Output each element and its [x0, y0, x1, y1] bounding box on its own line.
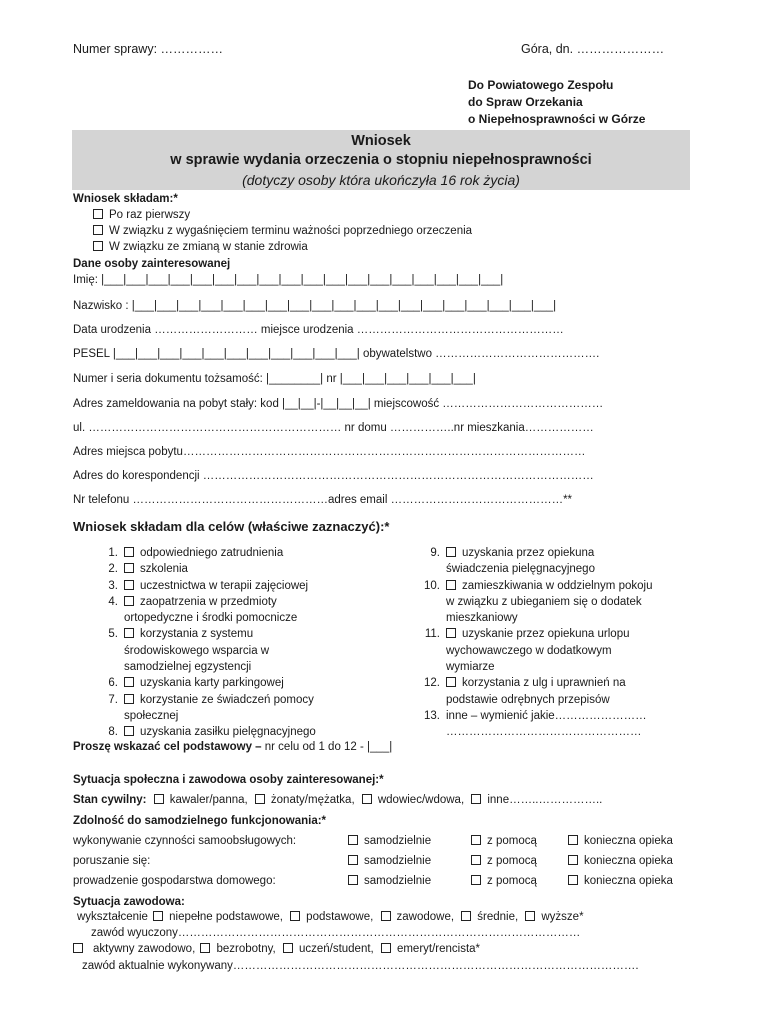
- purpose-item-continuation: [420, 724, 710, 740]
- purpose-text: wymiarze: [446, 661, 495, 674]
- checkbox[interactable]: [124, 694, 134, 704]
- checkbox[interactable]: [525, 911, 535, 921]
- checkbox[interactable]: [93, 241, 103, 251]
- checkbox[interactable]: [446, 580, 456, 590]
- purpose-number: 9.: [430, 547, 440, 559]
- independence-option[interactable]: samodzielnie: [348, 855, 431, 867]
- checkbox[interactable]: [124, 563, 134, 573]
- purpose-item-continuation: [420, 610, 710, 626]
- purpose-number: 10.: [424, 579, 440, 592]
- purpose-text: ……………………………………………: [446, 726, 642, 739]
- purpose-text: korzystania z systemu: [140, 628, 254, 641]
- purpose-item[interactable]: [98, 675, 408, 691]
- checkbox[interactable]: [124, 547, 134, 557]
- purpose-text: szkolenia: [140, 563, 188, 576]
- purposes-heading: Wniosek składam dla celów (właściwe zaznaczyć):*: [73, 519, 390, 534]
- recipient-line-2: do Spraw Orzekania: [468, 95, 583, 109]
- place-date: Góra, dn. …………………: [521, 42, 665, 56]
- checkbox[interactable]: [153, 911, 163, 921]
- checkbox[interactable]: [154, 794, 164, 804]
- independence-row-label: prowadzenie gospodarstwa domowego:: [73, 875, 276, 887]
- independence-option[interactable]: z pomocą: [471, 855, 537, 867]
- person-section-label: Dane osoby zainteresowanej: [73, 258, 231, 270]
- purposes-left-list: [98, 545, 408, 741]
- checkbox[interactable]: [568, 875, 578, 885]
- checkbox[interactable]: [381, 911, 391, 921]
- purpose-number: 11.: [424, 628, 440, 641]
- purpose-text: uczestnictwa w terapii zajęciowej: [140, 579, 309, 592]
- purpose-item[interactable]: [420, 578, 710, 594]
- correspondence-field[interactable]: Adres do korespondencji …………………………………………………………………………………………: [73, 470, 594, 482]
- checkbox[interactable]: [255, 794, 265, 804]
- purpose-text: mieszkaniowy: [446, 612, 518, 625]
- employment-row: aktywny zawodowo, bezrobotny, uczeń/student, emeryt/rencista*: [73, 943, 480, 955]
- submit-reason-option[interactable]: Po raz pierwszy: [93, 209, 190, 221]
- current-profession-field[interactable]: zawód aktualnie wykonywany…………………………………………………………………………………………….: [82, 960, 639, 972]
- purpose-item-continuation: [420, 643, 710, 659]
- submit-reason-label: Wniosek składam:*: [73, 193, 178, 205]
- recipient-line-1: Do Powiatowego Zespołu: [468, 78, 614, 92]
- purpose-number: 3.: [108, 579, 118, 592]
- purpose-text: w związku z ubieganiem się o dodatek: [446, 595, 642, 608]
- purpose-item[interactable]: [420, 675, 710, 691]
- checkbox[interactable]: [124, 628, 134, 638]
- purpose-item[interactable]: [98, 545, 408, 561]
- purpose-number: 12.: [424, 677, 440, 690]
- education-row: wykształcenie niepełne podstawowe, podstawowe, zawodowe, średnie, wyższe*: [77, 911, 584, 923]
- title-box: [72, 130, 690, 190]
- birth-field[interactable]: Data urodzenia ……………………… miejsce urodzenia ………………………………………………: [73, 324, 564, 336]
- purpose-item-continuation: [98, 610, 408, 626]
- purpose-text: wychowawczego w dodatkowym: [446, 644, 612, 657]
- checkbox[interactable]: [568, 855, 578, 865]
- purpose-text: samodzielnej egzystencji: [124, 661, 252, 674]
- checkbox[interactable]: [200, 943, 210, 953]
- checkbox[interactable]: [362, 794, 372, 804]
- checkbox[interactable]: [73, 943, 83, 953]
- independence-option[interactable]: konieczna opieka: [568, 875, 673, 887]
- independence-heading: Zdolność do samodzielnego funkcjonowania:*: [73, 815, 327, 827]
- purpose-item[interactable]: [98, 724, 408, 740]
- purpose-item[interactable]: [98, 594, 408, 610]
- checkbox[interactable]: [93, 225, 103, 235]
- purpose-item-continuation: [420, 692, 710, 708]
- address-field[interactable]: Adres zameldowania na pobyt stały: kod |__|__|-|__|__|__| miejscowość ……………………………………: [73, 398, 604, 410]
- purpose-item-continuation: [420, 659, 710, 675]
- id-document-field[interactable]: Numer i seria dokumentu tożsamość: |________| nr |___|___|___|___|___|___|: [73, 373, 476, 385]
- learned-profession-field[interactable]: zawód wyuczony……………………………………………………………………………………………: [91, 927, 581, 939]
- phone-email-field[interactable]: Nr telefonu ……………………………………………adres email ………………………………………**: [73, 494, 573, 506]
- checkbox[interactable]: [290, 911, 300, 921]
- purpose-item[interactable]: [98, 692, 408, 708]
- purpose-text: korzystania z ulg i uprawnień na: [462, 677, 626, 690]
- purpose-item-continuation: [420, 594, 710, 610]
- purpose-item-continuation: [420, 561, 710, 577]
- purpose-text: inne – wymienić jakie……………………: [446, 709, 647, 722]
- pesel-field[interactable]: PESEL |___|___|___|___|___|___|___|___|___|___|___| obywatelstwo …………………………………….: [73, 348, 600, 360]
- main-goal-field[interactable]: Proszę wskazać cel podstawowy – nr celu od 1 do 12 - |___|: [73, 741, 393, 753]
- purpose-text: zaopatrzenia w przedmioty: [140, 595, 277, 608]
- checkbox[interactable]: [381, 943, 391, 953]
- checkbox[interactable]: [283, 943, 293, 953]
- purpose-item-continuation: [98, 659, 408, 675]
- checkbox[interactable]: [446, 547, 456, 557]
- purpose-text: świadczenia pielęgnacyjnego: [446, 563, 595, 576]
- independence-option[interactable]: z pomocą: [471, 875, 537, 887]
- purpose-text: uzyskania zasiłku pielęgnacyjnego: [140, 726, 316, 739]
- independence-option[interactable]: konieczna opieka: [568, 855, 673, 867]
- purpose-text: środowiskowego wsparcia w: [124, 644, 270, 657]
- checkbox[interactable]: [461, 911, 471, 921]
- purpose-item: [420, 708, 710, 724]
- purposes-right-list: [420, 545, 710, 741]
- purpose-text: ortopedyczne i środki pomocnicze: [124, 612, 298, 625]
- checkbox[interactable]: [446, 628, 456, 638]
- checkbox[interactable]: [446, 677, 456, 687]
- independence-option[interactable]: samodzielnie: [348, 875, 431, 887]
- checkbox[interactable]: [348, 875, 358, 885]
- checkbox[interactable]: [471, 875, 481, 885]
- street-field[interactable]: ul. ………………………………………………………… nr domu ……………..nr mieszkania………………: [73, 422, 594, 434]
- purpose-text: społecznej: [124, 709, 179, 722]
- purpose-item-continuation: [98, 708, 408, 724]
- independence-row-label: poruszanie się:: [73, 855, 151, 867]
- purpose-text: zamieszkiwania w oddzielnym pokoju: [462, 579, 653, 592]
- purpose-number: 4.: [108, 595, 118, 608]
- recipient-line-3: o Niepełnosprawności w Górze: [468, 112, 646, 126]
- first-name-field[interactable]: Imię: |___|___|___|___|___|___|___|___|___|___|___|___|___|___|___|___|___|___|: [73, 274, 504, 286]
- independence-option[interactable]: samodzielnie: [348, 835, 431, 847]
- checkbox[interactable]: [471, 855, 481, 865]
- title-note: (dotyczy osoby która ukończyła 16 rok życia): [242, 172, 520, 188]
- checkbox[interactable]: [124, 677, 134, 687]
- purpose-item[interactable]: [98, 561, 408, 577]
- checkbox[interactable]: [124, 580, 134, 590]
- checkbox[interactable]: [471, 794, 481, 804]
- independence-option[interactable]: z pomocą: [471, 835, 537, 847]
- purpose-number: 8.: [108, 726, 118, 739]
- independence-row-label: wykonywanie czynności samoobsługowych:: [73, 835, 297, 847]
- title: Wniosek: [351, 133, 411, 149]
- purpose-text: odpowiedniego zatrudnienia: [140, 547, 284, 559]
- purpose-number: 1.: [108, 547, 118, 559]
- purpose-text: uzyskania karty parkingowej: [140, 677, 284, 690]
- checkbox[interactable]: [471, 835, 481, 845]
- case-number: Numer sprawy: ……………: [73, 42, 224, 56]
- purpose-item[interactable]: [98, 578, 408, 594]
- checkbox[interactable]: [568, 835, 578, 845]
- checkbox[interactable]: [124, 726, 134, 736]
- checkbox[interactable]: [93, 209, 103, 219]
- purpose-text: uzyskanie przez opiekuna urlopu: [462, 628, 630, 641]
- purpose-item[interactable]: [98, 626, 408, 642]
- work-heading: Sytuacja zawodowa:: [73, 896, 185, 908]
- purpose-text: podstawie odrębnych przepisów: [446, 693, 610, 706]
- checkbox[interactable]: [348, 855, 358, 865]
- residence-field[interactable]: Adres miejsca pobytu……………………………………………………………………………………………: [73, 446, 586, 458]
- last-name-field[interactable]: Nazwisko : |___|___|___|___|___|___|___|___|___|___|___|___|___|___|___|___|___|___|___|: [73, 300, 557, 312]
- purpose-text: korzystanie ze świadczeń pomocy: [140, 693, 314, 706]
- checkbox[interactable]: [348, 835, 358, 845]
- purpose-number: 13.: [424, 709, 440, 722]
- checkbox[interactable]: [124, 596, 134, 606]
- purpose-text: uzyskania przez opiekuna: [462, 547, 595, 559]
- marital-status-row: Stan cywilny: kawaler/panna, żonaty/mężatka, wdowiec/wdowa, inne……..……………..: [73, 794, 603, 806]
- purpose-number: 6.: [108, 677, 118, 690]
- purpose-item-continuation: [98, 643, 408, 659]
- independence-option[interactable]: konieczna opieka: [568, 835, 673, 847]
- purpose-number: 5.: [108, 628, 118, 641]
- social-heading: Sytuacja społeczna i zawodowa osoby zainteresowanej:*: [73, 774, 384, 786]
- purpose-item[interactable]: [420, 545, 710, 561]
- purpose-item[interactable]: [420, 626, 710, 642]
- purpose-number: 7.: [108, 693, 118, 706]
- subtitle: w sprawie wydania orzeczenia o stopniu niepełnosprawności: [170, 152, 592, 168]
- submit-reason-option[interactable]: W związku z wygaśnięciem terminu ważności poprzedniego orzeczenia: [93, 225, 472, 237]
- submit-reason-option[interactable]: W związku ze zmianą w stanie zdrowia: [93, 241, 308, 253]
- purpose-number: 2.: [108, 563, 118, 576]
